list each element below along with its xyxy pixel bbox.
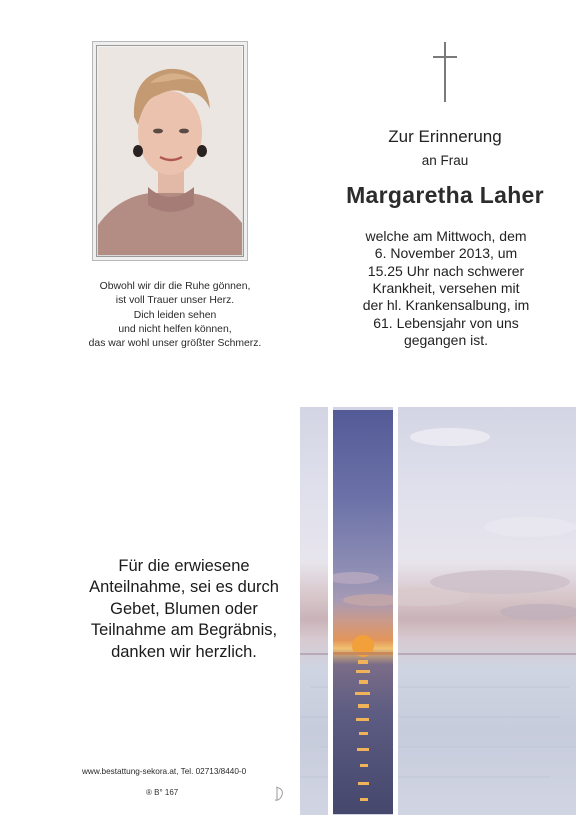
notice-line: 15.25 Uhr nach schwerer xyxy=(367,262,525,279)
notice-line: Krankheit, versehen mit xyxy=(372,280,520,297)
thanks-line: Teilnahme am Begräbnis, xyxy=(90,621,278,640)
thanks-line: Für die erwiesene xyxy=(118,557,250,575)
cross-icon xyxy=(431,40,459,104)
deceased-name: Margaretha Laher xyxy=(346,182,544,208)
thanks-line: Gebet, Blumen oder xyxy=(110,599,258,618)
sunset-strip xyxy=(333,410,393,814)
notice-line: der hl. Krankensalbung, im xyxy=(362,297,530,314)
poem-line: Dich leiden sehen xyxy=(133,309,217,321)
death-notice xyxy=(334,228,558,350)
thanks-line: Anteilnahme, sei es durch xyxy=(89,578,279,597)
portrait-frame xyxy=(92,41,248,261)
funeral-home-contact: www.bestattung-sekora.at, Tel. 02713/8440-0 xyxy=(82,767,247,776)
poem xyxy=(62,280,288,352)
poem-line: ist voll Trauer unser Herz. xyxy=(115,295,235,307)
poem-line: das war wohl unser größter Schmerz. xyxy=(88,338,262,350)
intro-heading: Zur Erinnerung xyxy=(388,127,502,146)
notice-line: 61. Lebensjahr von uns xyxy=(373,314,519,331)
card-code: ® B° 167 xyxy=(146,788,179,797)
poem-line: und nicht helfen können, xyxy=(118,324,232,336)
notice-line: welche am Mittwoch, dem xyxy=(365,228,527,244)
thanks-text xyxy=(64,556,304,663)
thanks-line: danken wir herzlich. xyxy=(111,642,257,661)
portrait-photo xyxy=(98,47,242,255)
notice-line: 6. November 2013, um xyxy=(374,245,518,262)
handwritten-mark xyxy=(272,785,286,803)
salutation: an Frau xyxy=(421,153,469,168)
notice-line: gegangen ist. xyxy=(403,332,489,349)
poem-line: Obwohl wir dir die Ruhe gönnen, xyxy=(99,281,251,292)
